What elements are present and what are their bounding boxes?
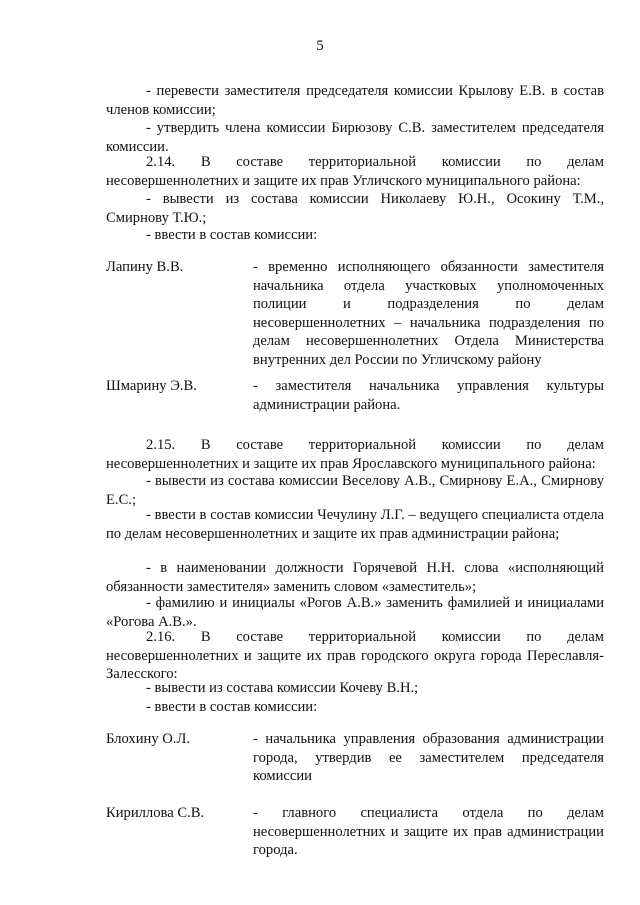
member-name: Лапину В.В. xyxy=(106,259,184,275)
paragraph: - вывести из состава комиссии Николаеву Ю.Н., Осокину Т.М., Смирнову Т.Ю.; xyxy=(106,191,604,226)
paragraph: - перевести заместителя председателя комиссии Крылову Е.В. в состав членов комиссии; xyxy=(106,83,604,118)
section-heading-2-15: 2.15. В составе территориальной комиссии по делам несовершеннолетних и защите их прав Ярославского муниципального района: xyxy=(106,437,604,472)
member-name: Шмарину Э.В. xyxy=(106,378,197,394)
paragraph: - утвердить члена комиссии Бирюзову С.В. заместителем председателя комиссии. xyxy=(106,120,604,155)
page-number: 5 xyxy=(316,38,324,54)
paragraph: - вывести из состава комиссии Веселову А.В., Смирнову Е.А., Смирнову Е.С.; xyxy=(106,473,604,508)
member-name: Блохину О.Л. xyxy=(106,731,190,747)
member-position: - временно исполняющего обязанности заместителя начальника отдела участковых уполномоченных полиции и подразделения по делам несовершеннолетних – начальника подразделения по делам несовершеннолетних Отдела Министерства внутренних дел России по Угличскому району xyxy=(253,259,604,368)
member-position: - главного специалиста отдела по делам несовершеннолетних и защите их прав администрации города. xyxy=(253,805,604,858)
paragraph: - вывести из состава комиссии Кочеву В.Н.; xyxy=(146,680,419,696)
paragraph: - фамилию и инициалы «Рогов А.В.» заменить фамилией и инициалами «Рогова А.В.». xyxy=(106,595,604,630)
member-position: - начальника управления образования администрации города, утвердив ее заместителем председателя комиссии xyxy=(253,731,604,784)
member-position: - заместителя начальника управления культуры администрации района. xyxy=(253,378,604,413)
paragraph: - ввести в состав комиссии: xyxy=(146,699,318,715)
section-heading-2-16: 2.16. В составе территориальной комиссии по делам несовершеннолетних и защите их прав городского округа города Переславля-Залесского: xyxy=(106,629,604,682)
paragraph: - ввести в состав комиссии: xyxy=(146,227,318,243)
member-name: Кириллова С.В. xyxy=(106,805,205,821)
section-heading-2-14: 2.14. В составе территориальной комиссии по делам несовершеннолетних и защите их прав Угличского муниципального района: xyxy=(106,154,604,189)
paragraph: - ввести в состав комиссии Чечулину Л.Г. – ведущего специалиста отдела по делам несовершеннолетних и защите их прав администрации района; xyxy=(106,507,604,542)
paragraph: - в наименовании должности Горячевой Н.Н. слова «исполняющий обязанности заместителя» заменить словом «заместитель»; xyxy=(106,560,604,595)
